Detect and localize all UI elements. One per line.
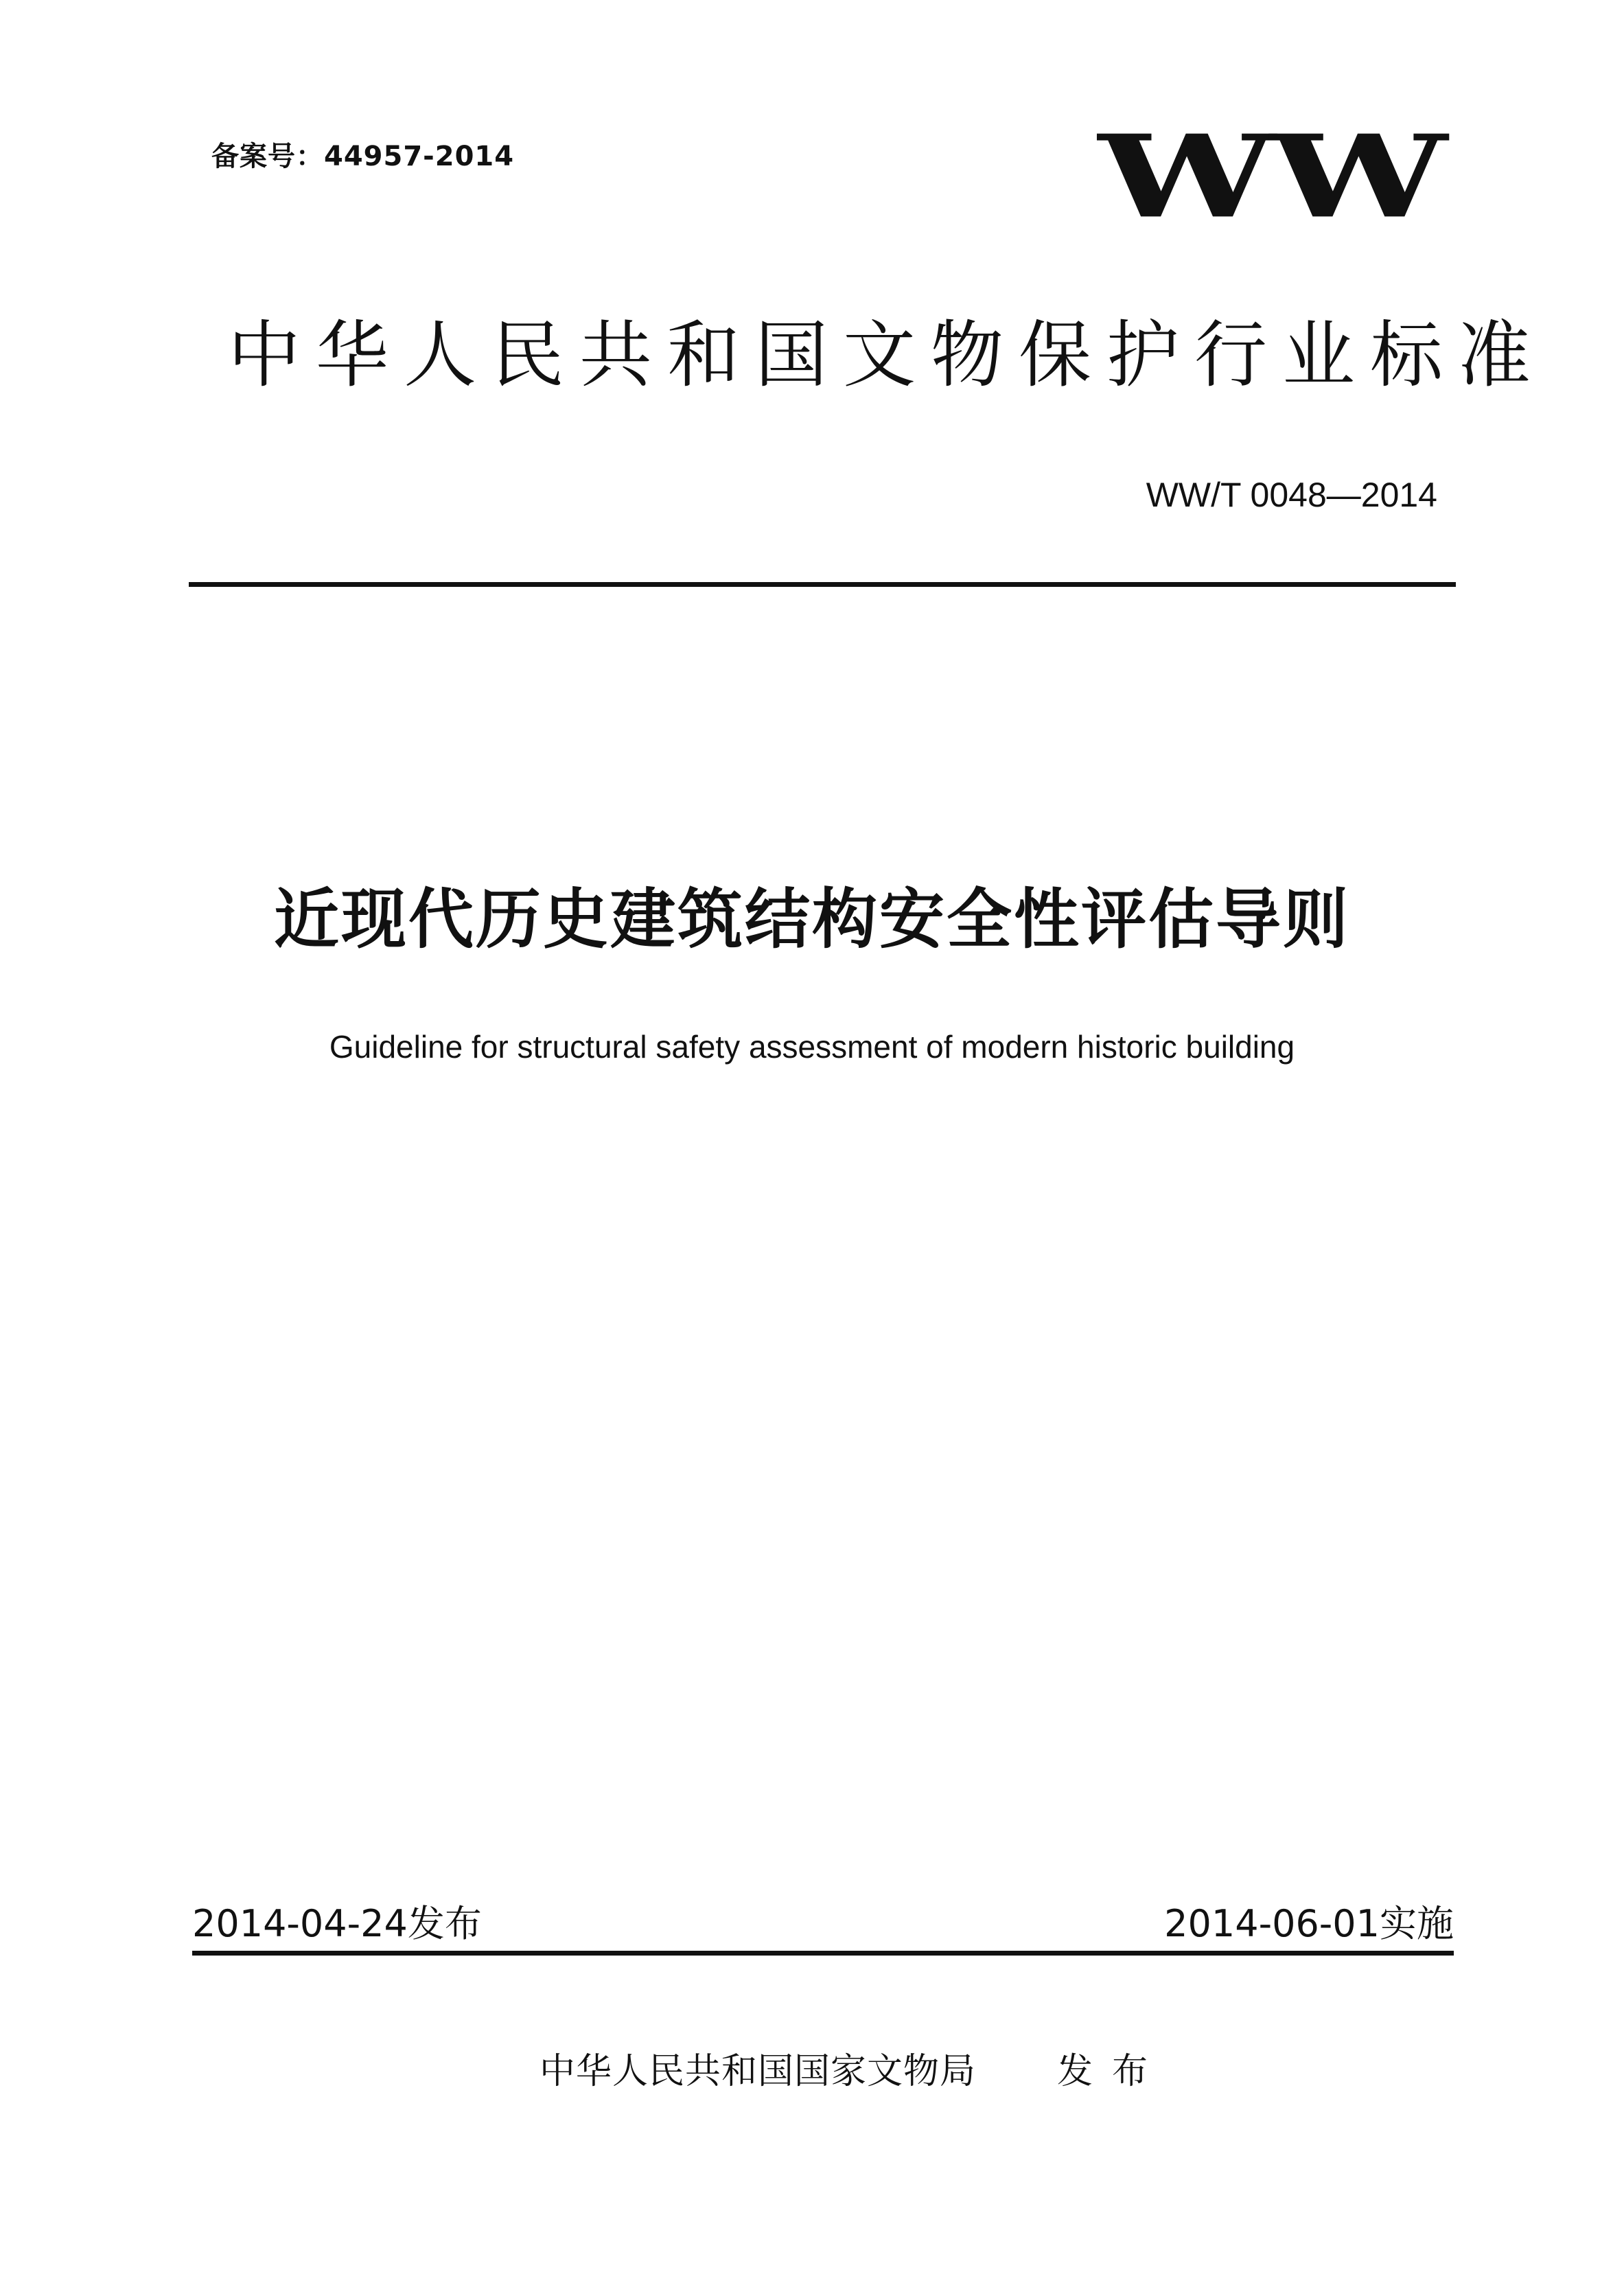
top-divider	[189, 582, 1456, 587]
publish-label: 发布	[1057, 2051, 1168, 2092]
implementation-date: 2014-06-01实施	[1164, 1902, 1454, 1945]
issue-date: 2014-04-24发布	[192, 1902, 482, 1945]
standard-type-heading: 中华人民共和国文物保护行业标准	[228, 313, 1546, 397]
standard-number: WW/T 0048—2014	[1146, 476, 1437, 514]
document-title-english: Guideline for structural safety assessment of modern historic building	[329, 1029, 1295, 1065]
publisher-name: 中华人民共和国国家文物局	[540, 2051, 977, 2092]
document-title-chinese: 近现代历史建筑结构安全性评估导则	[273, 882, 1350, 958]
ww-logo: WW	[1098, 110, 1442, 244]
bottom-divider	[192, 1951, 1454, 1956]
record-number: 备案号：44957-2014	[211, 141, 515, 172]
